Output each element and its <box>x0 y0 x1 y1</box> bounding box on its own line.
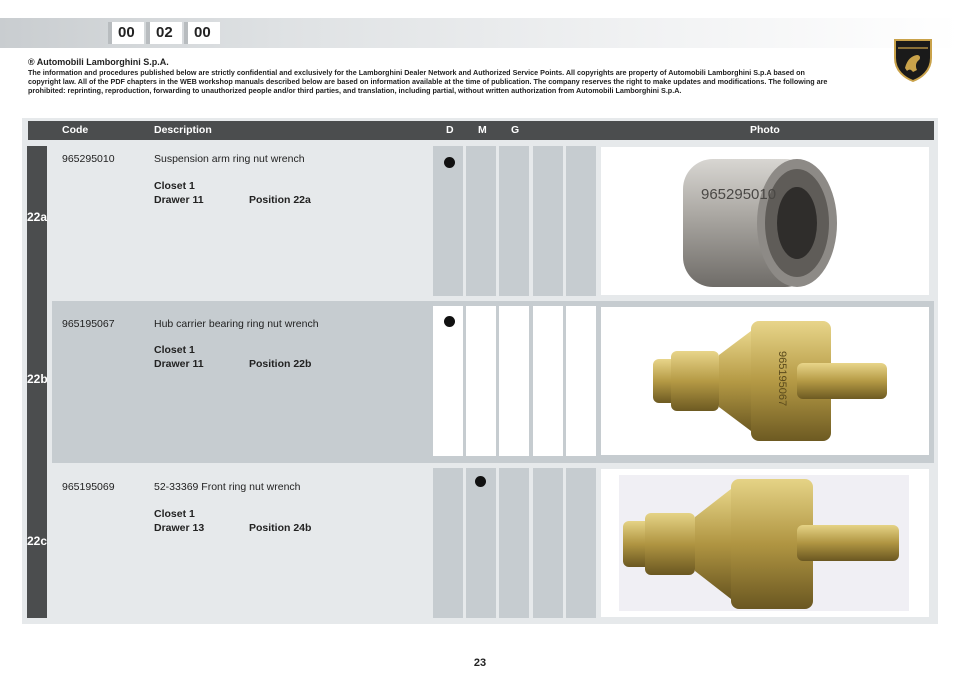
ring-nut-wrench-image <box>601 147 929 295</box>
availability-dot <box>475 476 486 487</box>
header-m: M <box>478 124 487 136</box>
header-code: Code <box>62 124 89 136</box>
tool-position: Position 22b <box>249 358 312 370</box>
tool-photo <box>601 147 929 295</box>
cell-extra <box>533 146 563 296</box>
cell-g <box>499 306 529 456</box>
tool-code: 965195067 <box>62 318 115 330</box>
tool-closet: Closet 1 <box>154 344 195 356</box>
cell-extra <box>533 306 563 456</box>
header-d: D <box>446 124 454 136</box>
cell-m <box>466 306 496 456</box>
cell-d <box>433 468 463 618</box>
tool-code: 965195069 <box>62 481 115 493</box>
availability-dot <box>444 316 455 327</box>
table-header <box>28 121 934 140</box>
row-tag: 22a <box>27 210 48 224</box>
tool-drawer: Drawer 13 <box>154 522 205 534</box>
cell-extra <box>566 468 596 618</box>
section-code-2: 02 <box>146 22 182 44</box>
cell-m <box>466 468 496 618</box>
row-tag: 22b <box>27 372 48 386</box>
tool-description: Suspension arm ring nut wrench <box>154 153 305 165</box>
cell-extra <box>566 306 596 456</box>
hub-carrier-wrench-image <box>601 307 929 455</box>
page-number: 23 <box>473 657 487 669</box>
copyright-company: ® Automobili Lamborghini S.p.A. <box>28 57 169 67</box>
section-code-3: 00 <box>184 22 220 44</box>
tool-closet: Closet 1 <box>154 180 195 192</box>
header-g: G <box>511 124 520 136</box>
cell-g <box>499 146 529 296</box>
cell-m <box>466 146 496 296</box>
tool-description: Hub carrier bearing ring nut wrench <box>154 318 319 330</box>
header-photo: Photo <box>750 124 780 136</box>
cell-d <box>433 146 463 296</box>
copyright-notice <box>28 57 828 95</box>
row-tag: 22c <box>27 534 48 548</box>
tool-photo <box>601 307 929 455</box>
lamborghini-logo <box>893 38 933 82</box>
cell-extra <box>566 146 596 296</box>
tool-code: 965295010 <box>62 153 115 165</box>
header-bar <box>0 18 960 48</box>
header-description: Description <box>154 124 212 136</box>
copyright-text: The information and procedures published below are strictly confidential and exclusively for the Lamborghini Dealer Network and Authorized Service Points. All copyrights are property of Automobili Lamborghini S.p.A based on copyright law. All of the PDF chapters in the WEB workshop manuals described below are based on information available at the time of publication. The company reserves the right to make updates and modifications. The following are prohibited: reprinting, reproduction, forwarding to unauthorized people and/or third parties, and translation, including partial, without written authorization from Automobili Lamborghini S.p.A. <box>28 68 828 95</box>
tool-drawer: Drawer 11 <box>154 194 204 206</box>
section-code-1: 00 <box>108 22 144 44</box>
front-ring-nut-wrench-image <box>601 469 929 617</box>
tool-description: 52-33369 Front ring nut wrench <box>154 481 301 493</box>
tool-position: Position 22a <box>249 194 311 206</box>
row-tag-sidebar <box>27 146 47 618</box>
photo-engraving: 965195067 <box>776 351 788 407</box>
cell-g <box>499 468 529 618</box>
tool-photo <box>601 469 929 617</box>
cell-d <box>433 306 463 456</box>
availability-dot <box>444 157 455 168</box>
photo-engraving: 965295010 <box>701 186 777 203</box>
tool-drawer: Drawer 11 <box>154 358 204 370</box>
tool-closet: Closet 1 <box>154 508 195 520</box>
cell-extra <box>533 468 563 618</box>
tool-position: Position 24b <box>249 522 312 534</box>
